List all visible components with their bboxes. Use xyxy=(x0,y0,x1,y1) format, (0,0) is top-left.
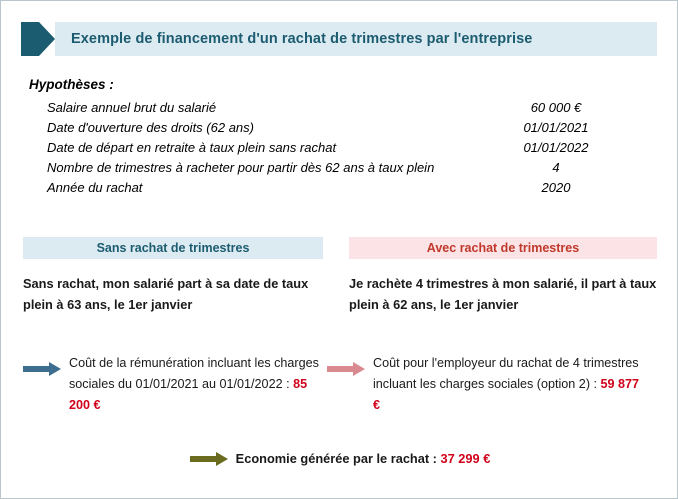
cost-label-avec-rachat: Coût pour l'employeur du rachat de 4 trimestres incluant les charges sociales (option 2) : xyxy=(373,356,639,391)
economy-row xyxy=(1,451,678,466)
hypothesis-label: Nombre de trimestres à racheter pour partir dès 62 ans à taux plein xyxy=(47,160,435,175)
hypotheses-section xyxy=(29,77,651,198)
hypothesis-value: 4 xyxy=(552,160,560,175)
arrow-right-icon xyxy=(190,452,228,466)
cost-row-sans-rachat xyxy=(23,353,325,416)
cost-text-sans-rachat xyxy=(69,353,325,416)
cost-text-avec-rachat xyxy=(373,353,647,416)
header-banner xyxy=(21,22,657,56)
hypotheses-title: Hypothèses : xyxy=(29,77,114,92)
page-title: Exemple de financement d'un rachat de trimestres par l'entreprise xyxy=(71,31,533,47)
cost-label-sans-rachat: Coût de la rémunération incluant les charges sociales du 01/01/2021 au 01/01/2022 : xyxy=(69,356,319,391)
column-header-avec-rachat: Avec rachat de trimestres xyxy=(349,237,657,259)
header-band xyxy=(55,22,657,56)
column-header-sans-rachat: Sans rachat de trimestres xyxy=(23,237,323,259)
arrow-right-icon xyxy=(23,362,61,376)
hypothesis-value: 60 000 € xyxy=(530,100,582,115)
hypothesis-label: Année du rachat xyxy=(47,180,143,195)
hypothesis-label: Date d'ouverture des droits (62 ans) xyxy=(47,120,254,135)
hypothesis-row xyxy=(29,118,651,138)
cost-amount-avec-rachat: 59 877 € xyxy=(373,377,640,412)
hypothesis-row xyxy=(29,158,651,178)
hypothesis-row xyxy=(29,98,651,118)
hypothesis-row xyxy=(29,138,651,158)
hypothesis-value: 01/01/2021 xyxy=(523,120,589,135)
hypothesis-label: Salaire annuel brut du salarié xyxy=(47,100,217,115)
economy-label: Economie générée par le rachat : xyxy=(235,451,441,466)
comparison-headers xyxy=(23,237,657,259)
hypothesis-value: 01/01/2022 xyxy=(523,140,589,155)
hypothesis-row xyxy=(29,178,651,198)
economy-amount: 37 299 € xyxy=(440,451,491,466)
statement-avec-rachat: Je rachète 4 trimestres à mon salarié, il part à taux plein à 62 ans, le 1er janvier xyxy=(349,276,657,312)
chevron-right-icon xyxy=(21,22,55,56)
economy-text xyxy=(236,451,491,466)
cost-amount-sans-rachat: 85 200 € xyxy=(69,377,308,412)
statement-sans-rachat: Sans rachat, mon salarié part à sa date de taux plein à 63 ans, le 1er janvier xyxy=(23,276,309,312)
hypothesis-label: Date de départ en retraite à taux plein sans rachat xyxy=(47,140,337,155)
cost-row-avec-rachat xyxy=(327,353,647,416)
hypothesis-value: 2020 xyxy=(541,180,571,195)
arrow-right-icon xyxy=(327,362,365,376)
